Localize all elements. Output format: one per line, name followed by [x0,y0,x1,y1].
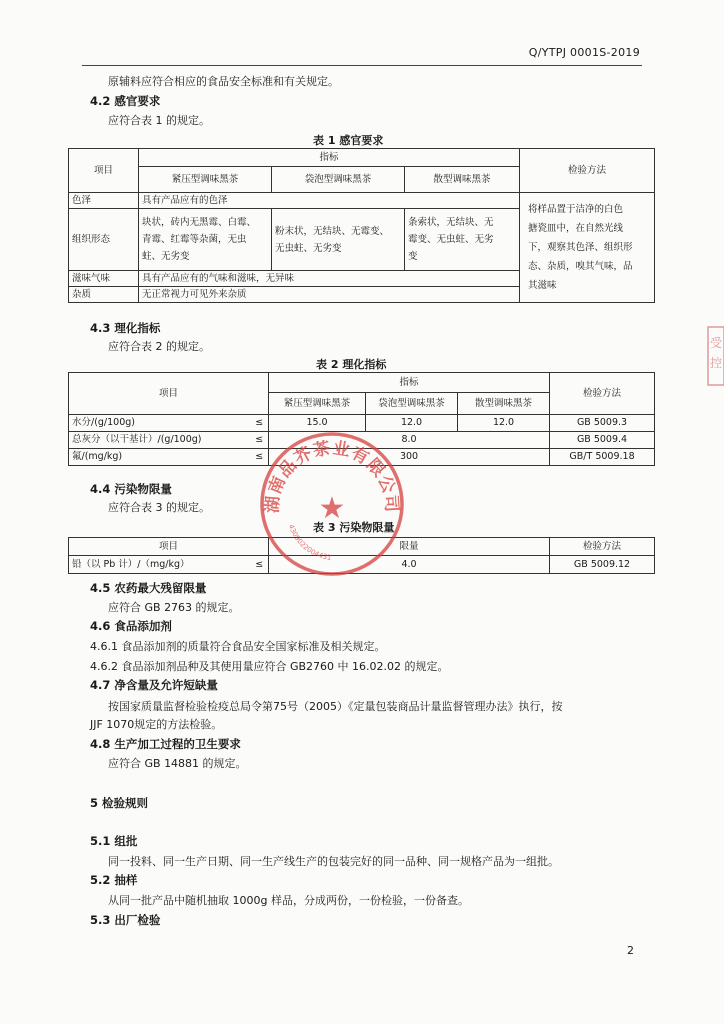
section-4-8-heading: 4.8 生产加工过程的卫生要求 [90,737,241,751]
t3-header-item: 项目 [69,538,269,556]
section-5-1-heading: 5.1 组批 [90,834,138,848]
t2-row-ash-method: GB 5009.4 [550,432,655,449]
t1-row-form-item: 组织形态 [69,209,139,271]
t2-row-ash-op: ≤ [251,432,269,449]
seal-code: 4309022004431 [286,523,332,562]
cell-line: 条索状，无结块、无 [408,217,494,228]
section-4-6-1: 4.6.1 食品添加剂的质量符合食品安全国家标准及相关规定。 [90,640,386,653]
cell-line: 块状，砖内无黑霉、白霉、 [142,217,257,228]
t1-method-cell [520,193,655,303]
t2-header-index: 指标 [269,373,550,393]
section-4-5-body: 应符合 GB 2763 的规定。 [108,601,240,614]
section-4-7-line-2: JJF 1070规定的方法检验。 [90,718,223,731]
table-1-sensory [68,148,655,303]
t2-row-moisture-item: 水分/(g/100g) [69,415,251,432]
t1-row-taste-item: 滋味气味 [69,271,139,287]
t2-row-moisture-teabag: 12.0 [366,415,458,432]
header-divider [82,65,642,66]
table-3-caption: 表 3 污染物限量 [313,521,395,534]
t3-row-lead-limit: 4.0 [269,556,550,574]
cell-line: 蛀、无劣变 [142,251,190,262]
t1-row-color-value: 具有产品应有的色泽 [139,193,520,209]
section-5-heading: 5 检验规则 [90,796,149,810]
section-4-5-heading: 4.5 农药最大残留限量 [90,581,207,595]
t2-row-fluorine-item: 氟/(mg/kg) [69,449,251,466]
section-4-6-2: 4.6.2 食品添加剂品种及其使用量应符合 GB2760 中 16.02.02 的规定。 [90,660,449,673]
section-4-6-heading: 4.6 食品添加剂 [90,619,172,633]
t1-header-item: 项目 [69,149,139,193]
t2-type-compressed: 紧压型调味黑茶 [269,393,366,415]
seal-star: ★ [318,491,346,526]
section-5-3-heading: 5.3 出厂检验 [90,913,161,927]
section-5-2-heading: 5.2 抽样 [90,873,138,887]
t1-row-form-loose [405,209,520,271]
page-number: 2 [627,944,634,957]
t2-row-fluorine-method: GB/T 5009.18 [550,449,655,466]
cell-line: 无虫蛀、无劣变 [275,242,342,254]
section-5-1-body: 同一投料、同一生产日期、同一生产线生产的包装完好的同一品种、同一规格产品为一组批。 [108,855,559,868]
t2-row-fluorine-value: 300 [269,449,550,466]
t1-type-teabag: 袋泡型调味黑茶 [272,167,405,193]
t3-row-lead-item: 铅（以 Pb 计）/（mg/kg） [69,556,251,574]
controlled-copy-mark [706,325,724,387]
section-4-4-heading: 4.4 污染物限量 [90,482,172,496]
t2-row-moisture-compressed: 15.0 [269,415,366,432]
section-5-2-body: 从同一批产品中随机抽取 1000g 样品，分成两份，一份检验，一份备查。 [108,894,469,907]
section-4-4-body: 应符合表 3 的规定。 [108,501,210,514]
document-number: Q/YTPJ 0001S-2019 [528,46,640,59]
cell-line: 青霉、红霉等杂菌，无虫 [142,234,247,245]
section-4-7-line-1: 按国家质量监督检验检疫总局令第75号（2005）《定量包装商品计量监督管理办法》执行，按 [108,700,563,713]
t1-method-line: 其滋味 [528,280,557,291]
t2-row-ash-item: 总灰分（以干基计）/(g/100g) [69,432,251,449]
t1-row-impurity-item: 杂质 [69,287,139,303]
t1-row-impurity-value: 无正常视力可见外来杂质 [139,287,520,303]
t2-type-teabag: 袋泡型调味黑茶 [366,393,458,415]
controlled-copy-text: 受控 [709,336,723,370]
section-4-2-heading: 4.2 感官要求 [90,94,161,108]
table-1-caption: 表 1 感官要求 [313,134,384,147]
t2-row-moisture-op: ≤ [251,415,269,432]
t2-row-ash-value: 8.0 [269,432,550,449]
t3-header-limit: 限量 [269,538,550,556]
section-4-8-body: 应符合 GB 14881 的规定。 [108,757,247,770]
t2-row-fluorine-op: ≤ [251,449,269,466]
t1-type-loose: 散型调味黑茶 [405,167,520,193]
seal-name: 湖南品芥茶业有限公司 [262,438,402,514]
t2-row-moisture-loose: 12.0 [458,415,550,432]
t1-row-form-compressed [139,209,272,271]
section-4-3-body: 应符合表 2 的规定。 [108,340,210,353]
t1-method-line: 态、杂质，嗅其气味，品 [528,261,633,272]
cell-line: 粉末状，无结块、无霉变、 [275,225,390,237]
controlled-copy-frame [706,325,724,387]
t1-method-line: 搪瓷皿中，在自然光线 [528,223,624,234]
t3-row-lead-op: ≤ [251,556,269,574]
cell-line: 霉变、无虫蛀、无劣 [408,234,494,245]
t1-header-index: 指标 [139,149,520,167]
t1-row-form-teabag [272,209,405,271]
company-seal [258,430,406,578]
t2-type-loose: 散型调味黑茶 [458,393,550,415]
section-4-2-body: 应符合表 1 的规定。 [108,114,210,127]
t1-row-taste-value: 具有产品应有的气味和滋味，无异味 [139,271,520,287]
t1-method-line: 将样品置于洁净的白色 [528,204,624,215]
t2-row-moisture-method: GB 5009.3 [550,415,655,432]
t2-header-method: 检验方法 [550,373,655,415]
t3-row-lead-method: GB 5009.12 [550,556,655,574]
cell-line: 变 [408,251,418,262]
table-2-caption: 表 2 理化指标 [316,358,387,371]
t1-type-compressed: 紧压型调味黑茶 [139,167,272,193]
section-4-7-heading: 4.7 净含量及允许短缺量 [90,678,218,692]
seal-code-text [287,523,332,562]
t2-header-item: 项目 [69,373,269,415]
t1-header-method: 检验方法 [520,149,655,193]
t3-header-method: 检验方法 [550,538,655,556]
intro-line: 原辅料应符合相应的食品安全标准和有关规定。 [108,75,339,88]
t1-method-line: 下，观察其色泽、组织形 [528,242,633,253]
section-4-3-heading: 4.3 理化指标 [90,321,161,335]
t1-row-color-item: 色泽 [69,193,139,209]
